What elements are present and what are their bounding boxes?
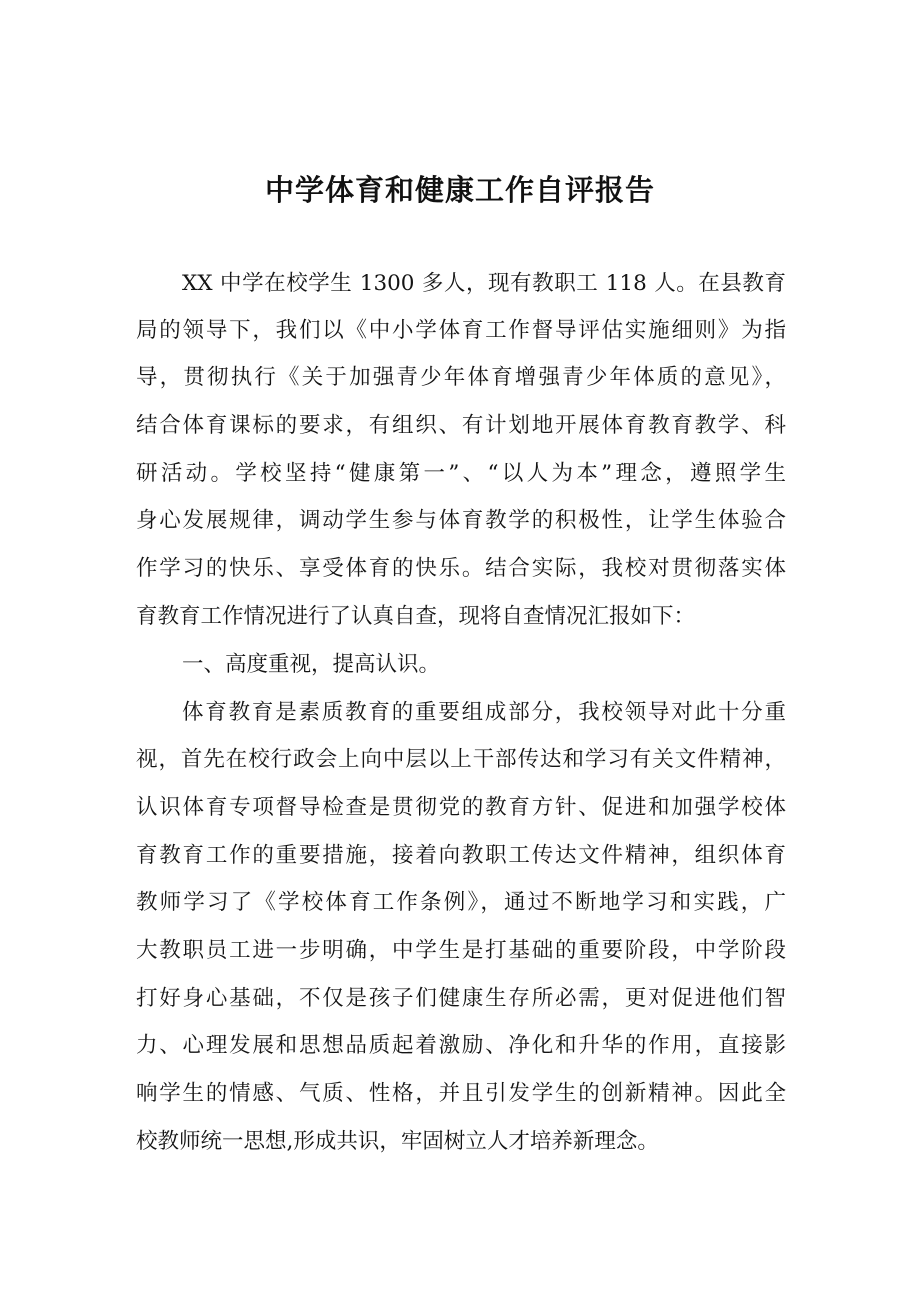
paragraph-line: 校教师统一思想,形成共识，牢固树立人才培养新理念。 [136, 1129, 659, 1154]
document-title: 中学体育和健康工作自评报告 [264, 173, 655, 207]
paragraph-line: 研活动。学校坚持“健康第一”、“以人为本”理念，遵照学生 [136, 461, 786, 486]
paragraph-line: 局的领导下，我们以《中小学体育工作督导评估实施细则》为指 [136, 318, 786, 343]
paragraph-line: 视，首先在校行政会上向中层以上干部传达和学习有关文件精神， [136, 747, 786, 772]
paragraph-line: 身心发展规律，调动学生参与体育教学的积极性，让学生体验合 [136, 508, 786, 533]
paragraph-line: XX 中学在校学生 1300 多人，现有教职工 118 人。在县教育 [182, 271, 786, 296]
paragraph-line: 导，贯彻执行《关于加强青少年体育增强青少年体质的意见》， [136, 365, 786, 390]
paragraph-line: 力、心理发展和思想品质起着激励、净化和升华的作用，直接影 [136, 1033, 786, 1058]
paragraph-line: 响学生的情感、气质、性格，并且引发学生的创新精神。因此全 [136, 1081, 786, 1106]
paragraph-line: 作学习的快乐、享受体育的快乐。结合实际，我校对贯彻落实体 [136, 556, 786, 581]
paragraph-line: 育教育工作情况进行了认真自查，现将自查情况汇报如下： [136, 604, 696, 629]
paragraph-line: 育教育工作的重要措施，接着向教职工传达文件精神，组织体育 [136, 843, 786, 868]
paragraph-line: 教师学习了《学校体育工作条例》，通过不断地学习和实践，广 [136, 890, 786, 915]
paragraph-line: 体育教育是素质教育的重要组成部分，我校领导对此十分重 [182, 700, 786, 725]
paragraph-line: 认识体育专项督导检查是贯彻党的教育方针、促进和加强学校体 [136, 795, 786, 820]
paragraph-line: 大教职员工进一步明确，中学生是打基础的重要阶段，中学阶段 [136, 938, 786, 963]
paragraph-line: 结合体育课标的要求，有组织、有计划地开展体育教育教学、科 [136, 413, 786, 438]
paragraph-line: 打好身心基础，不仅是孩子们健康生存所必需，更对促进他们智 [136, 986, 786, 1011]
section-heading: 一、高度重视，提高认识。 [182, 652, 441, 677]
